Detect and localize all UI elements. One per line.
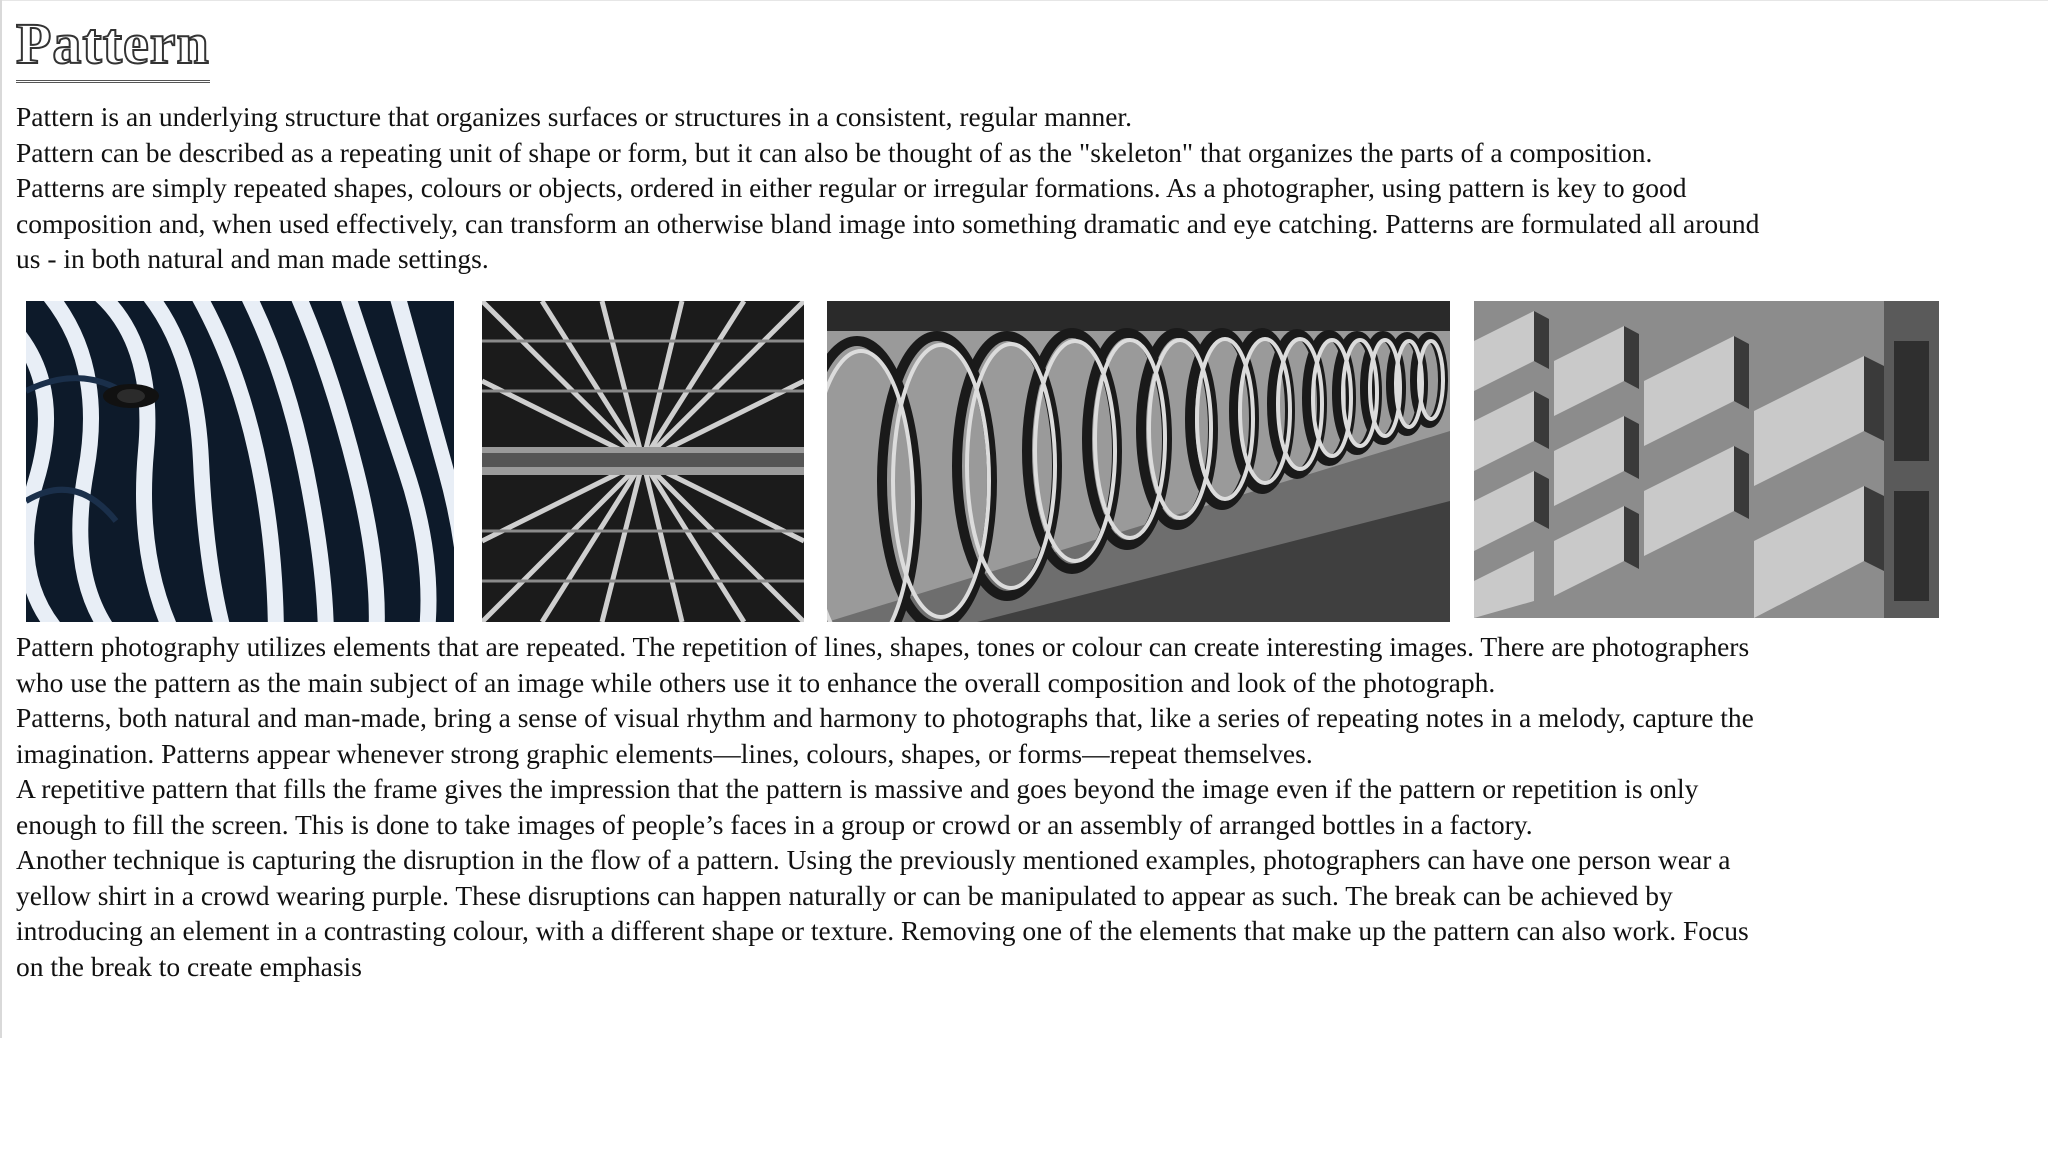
body-line: imagination. Patterns appear whenever strong graphic elements—lines, colours, shapes, or forms—repeat themselves. [16,737,1313,769]
intro-text [16,99,2028,277]
body-line: who use the pattern as the main subject of an image while others use it to enhance the overall composition and look of the photograph. [16,666,1496,698]
zebra-stripes-photo [26,301,454,622]
body-line: enough to fill the screen. This is done to take images of people’s faces in a group or crowd or an assembly of arranged bottles in a factory. [16,808,1533,840]
row-of-bicycles-photo [827,301,1450,622]
building-balconies-photo [1474,301,1939,618]
intro-line: Pattern is an underlying structure that organizes surfaces or structures in a consistent, regular manner. [16,101,1132,132]
intro-line: Patterns are simply repeated shapes, colours or objects, ordered in either regular or irregular formations. As a photographer, using pattern is key to good [16,172,1687,203]
top-divider [0,0,2048,1]
intro-line: composition and, when used effectively, can transform an otherwise bland image into something dramatic and eye catching. Patterns are formulated all around [16,207,1760,239]
body-line: Patterns, both natural and man-made, bring a sense of visual rhythm and harmony to photographs that, like a series of repeating notes in a melody, capture the [16,702,1754,733]
bridge-underside-photo [482,301,804,622]
body-line: introducing an element in a contrasting colour, with a different shape or texture. Removing one of the elements that make up the pattern can also work. Focus [16,915,1749,946]
body-line: on the break to create emphasis [16,950,362,982]
body-line: A repetitive pattern that fills the frame gives the impression that the pattern is massive and goes beyond the image even if the pattern or repetition is only [16,773,1699,804]
left-divider [0,0,2,1038]
intro-line: Pattern can be described as a repeating unit of shape or form, but it can also be thought of as the "skeleton" that organizes the parts of a composition. [16,136,1653,168]
body-line: yellow shirt in a crowd wearing purple. These disruptions can happen naturally or can be manipulated to appear as such. The break can be achieved by [16,879,1673,911]
body-line: Pattern photography utilizes elements that are repeated. The repetition of lines, shapes, tones or colour can create interesting images. There are photographers [16,631,1750,662]
intro-line: us - in both natural and man made settings. [16,243,489,274]
body-line: Another technique is capturing the disruption in the flow of a pattern. Using the previously mentioned examples, photographers can have one person wear a [16,844,1731,875]
page-title: Pattern [16,12,210,83]
body-text [16,629,2028,984]
